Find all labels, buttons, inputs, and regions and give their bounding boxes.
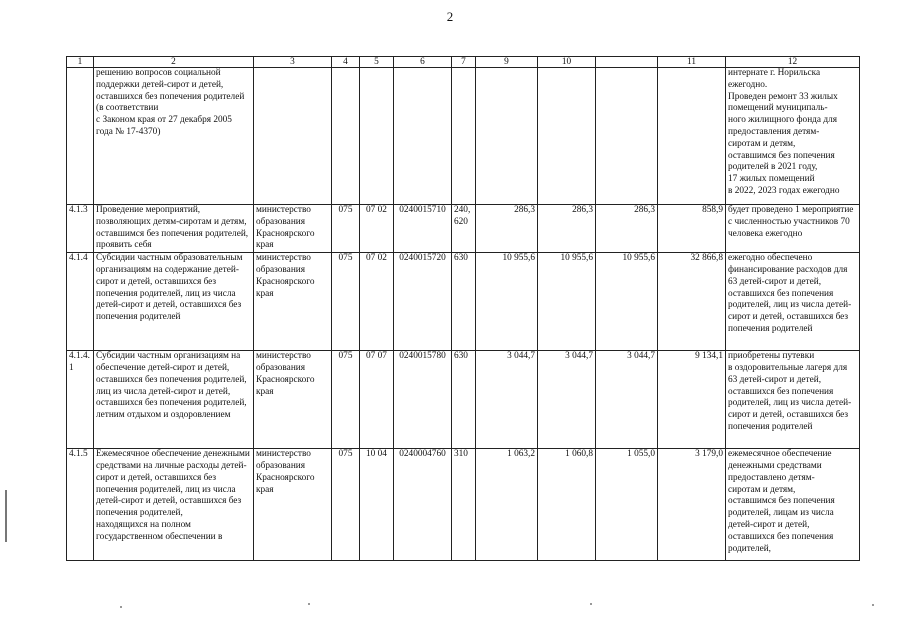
activity-name: Субсидии частным организациям на обеспечение детей-сирот и детей, оставшихся без попечения родителей, лиц из числа детей-сирот и детей, оставшихся без попечения родителей, летним отдыхом и оздоровлением — [94, 351, 254, 449]
row-number — [67, 68, 94, 205]
header-cell: 2 — [94, 57, 254, 68]
expected-result: приобретены путевки в оздоровительные лагеря для 63 детей-сирот и детей, оставшихся без попечения родителей, лиц из числа детей-сирот и детей, оставшихся без попечения родителей — [726, 351, 860, 449]
amount-year-1: 286,3 — [476, 205, 538, 253]
vr-code: 630 — [452, 351, 476, 449]
header-cell: 12 — [726, 57, 860, 68]
table-row — [67, 205, 860, 253]
csr-code: 0240015720 — [394, 253, 452, 351]
amount-year-1 — [476, 68, 538, 205]
responsible-org: министерство образования Красноярского края — [254, 253, 332, 351]
header-cell: 6 — [394, 57, 452, 68]
scan-speck — [308, 603, 310, 605]
program-table — [66, 56, 860, 561]
row-number: 4.1.5 — [67, 449, 94, 561]
header-cell: 3 — [254, 57, 332, 68]
activity-name: решению вопросов социальной поддержки детей-сирот и детей, оставшихся без попечения родителей (в соответствии с Законом края от 27 декабря 2005 года № 17-4370) — [94, 68, 254, 205]
rzpr-code: 07 02 — [360, 205, 394, 253]
vr-code: 630 — [452, 253, 476, 351]
csr-code: 0240004760 — [394, 449, 452, 561]
amount-year-3: 286,3 — [596, 205, 658, 253]
expected-result: интернате г. Норильска ежегодно. Проведен ремонт 33 жилых помещений муниципаль- ного жилищного фонда для предоставления детям- сиротам и детям, оставшимся без попечения родителей в 2021 году, 17 жилых помещений в 2022, 2023 годах ежегодно — [726, 68, 860, 205]
grbs-code — [332, 68, 360, 205]
csr-code — [394, 68, 452, 205]
rzpr-code — [360, 68, 394, 205]
amount-year-1: 1 063,2 — [476, 449, 538, 561]
csr-code: 0240015780 — [394, 351, 452, 449]
row-number: 4.1.4 — [67, 253, 94, 351]
activity-name: Субсидии частным образовательным организациям на содержание детей-сирот и детей, оставшихся без попечения родителей, лиц из числа детей-сирот и детей, оставшихся без попечения родителей — [94, 253, 254, 351]
header-cell: 5 — [360, 57, 394, 68]
scan-edge-mark — [5, 490, 7, 542]
amount-year-3: 10 955,6 — [596, 253, 658, 351]
header-cell: 10 — [538, 57, 596, 68]
header-cell: 9 — [476, 57, 538, 68]
vr-code: 240, 620 — [452, 205, 476, 253]
csr-code: 0240015710 — [394, 205, 452, 253]
amount-year-1: 3 044,7 — [476, 351, 538, 449]
expected-result: будет проведено 1 мероприятие с численностью участников 70 человека ежегодно — [726, 205, 860, 253]
responsible-org: министерство образования Красноярского края — [254, 449, 332, 561]
table-row — [67, 253, 860, 351]
activity-name: Проведение мероприятий, позволяющих детям-сиротам и детям, оставшимся без попечения родителей, проявить себя — [94, 205, 254, 253]
amount-year-3 — [596, 68, 658, 205]
header-cell: 1 — [67, 57, 94, 68]
amount-year-1: 10 955,6 — [476, 253, 538, 351]
expected-result: ежегодно обеспечено финансирование расходов для 63 детей-сирот и детей, оставшихся без попечения родителей, лиц из числа детей-сирот и детей, оставшихся без попечения родителей — [726, 253, 860, 351]
amount-year-2: 286,3 — [538, 205, 596, 253]
header-cell: 4 — [332, 57, 360, 68]
amount-year-2: 3 044,7 — [538, 351, 596, 449]
header-cell: 11 — [658, 57, 726, 68]
activity-name: Ежемесячное обеспечение денежными средствами на личные расходы детей-сирот и детей, оставшихся без попечения родителей, лиц из числа детей-сирот и детей, оставшихся без попечения родителей, находящихся на полном государственном обеспечении в — [94, 449, 254, 561]
table-row — [67, 449, 860, 561]
scan-speck — [120, 606, 122, 608]
amount-year-3: 3 044,7 — [596, 351, 658, 449]
rzpr-code: 07 02 — [360, 253, 394, 351]
grbs-code: 075 — [332, 449, 360, 561]
header-cell — [596, 57, 658, 68]
rzpr-code: 07 07 — [360, 351, 394, 449]
amount-total — [658, 68, 726, 205]
expected-result: ежемесячное обеспечение денежными средствами предоставлено детям- сиротам и детям, оставшимся без попечения родителей, лицам из числа детей-сирот и детей, оставшихся без попечения родителей, — [726, 449, 860, 561]
amount-year-3: 1 055,0 — [596, 449, 658, 561]
amount-year-2 — [538, 68, 596, 205]
responsible-org: министерство образования Красноярского края — [254, 351, 332, 449]
scan-speck — [872, 604, 874, 606]
rzpr-code: 10 04 — [360, 449, 394, 561]
vr-code: 310 — [452, 449, 476, 561]
scan-speck — [590, 603, 592, 605]
vr-code — [452, 68, 476, 205]
amount-total: 858,9 — [658, 205, 726, 253]
responsible-org — [254, 68, 332, 205]
grbs-code: 075 — [332, 253, 360, 351]
amount-total: 9 134,1 — [658, 351, 726, 449]
table-row — [67, 68, 860, 205]
header-cell: 7 — [452, 57, 476, 68]
table-row — [67, 351, 860, 449]
grbs-code: 075 — [332, 351, 360, 449]
table-header-row — [67, 57, 860, 68]
amount-year-2: 1 060,8 — [538, 449, 596, 561]
grbs-code: 075 — [332, 205, 360, 253]
row-number: 4.1.3 — [67, 205, 94, 253]
page-number: 2 — [446, 9, 454, 24]
row-number: 4.1.4. 1 — [67, 351, 94, 449]
amount-total: 3 179,0 — [658, 449, 726, 561]
amount-total: 32 866,8 — [658, 253, 726, 351]
amount-year-2: 10 955,6 — [538, 253, 596, 351]
responsible-org: министерство образования Красноярского края — [254, 205, 332, 253]
